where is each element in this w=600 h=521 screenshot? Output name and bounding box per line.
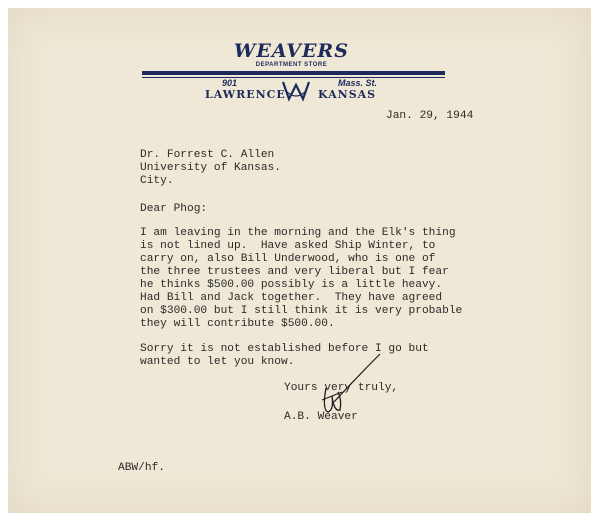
closing: Yours very truly,: [284, 382, 399, 394]
letterhead-city: LAWRENCE: [205, 88, 286, 101]
body-line: they will contribute $500.00.: [140, 318, 335, 330]
letter-date: Jan. 29, 1944: [386, 110, 474, 122]
body-line: the three trustees and very liberal but I fear: [140, 266, 449, 278]
recipient-line-3: City.: [140, 175, 174, 187]
letterhead-name: WEAVERS: [234, 40, 349, 62]
body-line: I am leaving in the morning and the Elk's thing: [140, 227, 456, 239]
body-line: Had Bill and Jack together. They have agreed: [140, 292, 443, 304]
signer-name: A.B. Weaver: [284, 411, 358, 423]
letterhead-number: 901: [222, 78, 238, 88]
body-line: is not lined up. Have asked Ship Winter, to: [140, 240, 436, 252]
letterhead-monogram-icon: [280, 79, 312, 103]
typist-initials: ABW/hf.: [118, 462, 165, 474]
letterhead-street: Mass. St.: [338, 78, 378, 88]
body-line: carry on, also Bill Underwood, who is one of: [140, 253, 436, 265]
body-line: Sorry it is not established before I go but: [140, 343, 429, 355]
body-line: he thinks $500.00 possibly is a little heavy.: [140, 279, 443, 291]
body-line: on $300.00 but I still think it is very probable: [140, 305, 463, 317]
letterhead-rule: [142, 71, 445, 75]
recipient-line-2: University of Kansas.: [140, 162, 281, 174]
letterhead-rule-thin: [142, 77, 445, 78]
letterhead-subtitle: DEPARTMENT STORE: [255, 62, 328, 68]
body-line: wanted to let you know.: [140, 356, 295, 368]
salutation: Dear Phog:: [140, 203, 208, 215]
recipient-line-1: Dr. Forrest C. Allen: [140, 149, 275, 161]
letterhead-state: KANSAS: [318, 88, 377, 101]
